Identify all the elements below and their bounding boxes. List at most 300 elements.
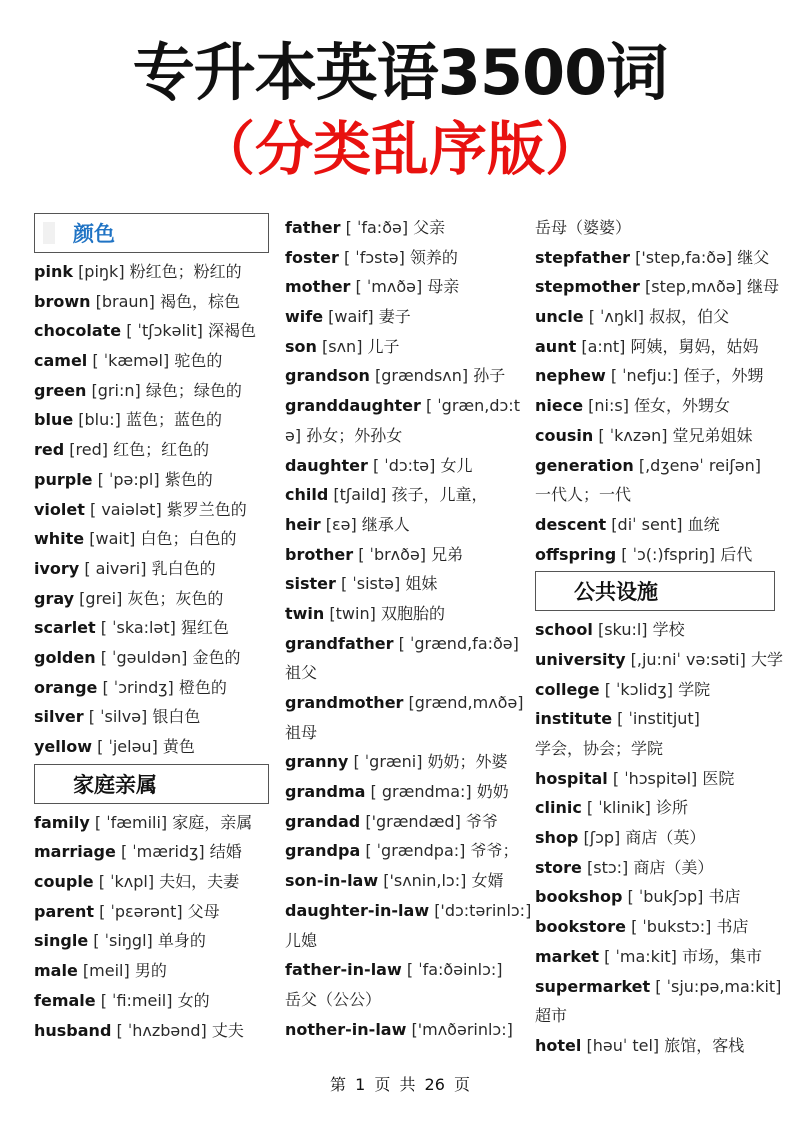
phonetic: [ ˈsilvə] — [88, 707, 148, 727]
vocab-entry — [285, 718, 525, 748]
chinese-meaning: 阿姨，舅妈，姑妈 — [630, 336, 759, 356]
vocab-entry — [34, 1016, 269, 1046]
vocab-entry — [285, 510, 525, 540]
chinese-meaning: 一代人；一代 — [535, 485, 632, 505]
chinese-meaning: 儿子 — [367, 336, 400, 356]
phonetic: [twin] — [329, 603, 376, 623]
vocab-entry — [535, 704, 775, 734]
column-3 — [535, 213, 783, 1061]
vocab-entry — [535, 793, 775, 823]
vocab-word: stepfather — [535, 247, 631, 267]
vocab-word: grandpa — [285, 841, 361, 861]
vocab-word: clinic — [535, 798, 582, 818]
phonetic: [ ˈbrʌðə] — [358, 544, 427, 564]
vocab-word: blue — [34, 410, 74, 430]
page-footer: 第 1 页 共 26 页 — [330, 1075, 470, 1094]
phonetic: [εə] — [325, 514, 357, 534]
vocab-entry — [535, 302, 775, 332]
vocab-word: ivory — [34, 558, 80, 578]
vocab-entry — [34, 643, 269, 673]
phonetic: [ ˈklinik] — [586, 798, 651, 818]
phonetic: [ ˈsistə] — [341, 574, 401, 594]
vocab-word: cousin — [535, 425, 594, 445]
chinese-meaning: 灰色；灰色的 — [127, 588, 224, 608]
phonetic: [ ˈkʌzən] — [598, 425, 668, 445]
vocab-word: scarlet — [34, 618, 96, 638]
chinese-meaning: 褐色，棕色 — [160, 291, 241, 311]
vocab-word: grandmother — [285, 693, 404, 712]
phonetic: [ aivəri] — [84, 558, 147, 578]
phonetic: [braun] — [95, 291, 155, 311]
phonetic: [red] — [69, 440, 109, 460]
vocab-entry — [285, 688, 525, 718]
chinese-meaning: 结婚 — [209, 842, 242, 862]
chinese-meaning: 侄子，外甥 — [683, 366, 764, 386]
phonetic: [ ˈfi:meil] — [100, 990, 173, 1010]
chinese-meaning: 乳白色的 — [151, 558, 216, 578]
vocab-word: gray — [34, 588, 75, 608]
vocab-word: daughter — [285, 455, 368, 475]
chinese-meaning: 母亲 — [427, 277, 460, 297]
vocab-entry — [535, 332, 775, 362]
vocab-entry — [535, 510, 775, 540]
family-word-list-col1 — [34, 808, 269, 1046]
vocab-word: grandson — [285, 366, 370, 386]
phonetic: [ ˈjeləu] — [97, 737, 158, 756]
vocab-entry — [535, 213, 775, 243]
chinese-meaning: 市场，集市 — [682, 946, 763, 966]
phonetic: ['dɔ:tərinlɔ:] — [434, 900, 532, 920]
vocab-word: single — [34, 931, 89, 951]
vocab-word: hospital — [535, 768, 608, 788]
phonetic: [stɔ:] — [587, 857, 629, 877]
vocab-word: red — [34, 440, 65, 460]
phonetic: [ ˈgrænd,fa:ðə] — [398, 633, 519, 653]
header-swatch — [43, 222, 55, 244]
phonetic: [sʌn] — [322, 336, 363, 356]
chinese-meaning: 黄色 — [162, 737, 195, 756]
vocab-word: son-in-law — [285, 871, 379, 891]
phonetic: ['grændæd] — [365, 811, 461, 831]
chinese-meaning: 猩红色 — [180, 618, 229, 638]
vocab-word: store — [535, 857, 582, 877]
vocab-entry — [285, 569, 525, 599]
vocab-entry — [285, 213, 525, 243]
vocab-entry — [535, 882, 775, 912]
chinese-meaning: 岳父（公公） — [285, 989, 382, 1009]
section-header-public-facilities — [535, 571, 775, 611]
vocab-word: wife — [285, 307, 324, 327]
chinese-meaning: 男的 — [134, 961, 167, 981]
vocab-entry — [34, 524, 269, 554]
chinese-meaning: 夫妇，夫妻 — [159, 872, 240, 892]
phonetic: [ ˈgræn,dɔ:t — [425, 396, 520, 416]
phonetic: ['mʌðərinlɔ:] — [411, 1019, 513, 1039]
vocab-word: hotel — [535, 1035, 582, 1055]
chinese-meaning: 橙色的 — [178, 677, 227, 697]
vocab-entry — [285, 896, 532, 926]
vocab-entry — [535, 540, 775, 570]
phonetic: [ ˈkæməl] — [92, 351, 170, 371]
chinese-meaning: 爷爷； — [470, 841, 519, 861]
chinese-meaning: 书店 — [708, 887, 741, 907]
phonetic: [grændsʌn] — [374, 366, 469, 386]
vocab-entry — [535, 272, 779, 302]
chinese-meaning: 血统 — [687, 514, 720, 534]
vocab-word: camel — [34, 351, 88, 371]
phonetic: [ ˈfa:ðəinlɔ:] — [406, 960, 503, 980]
vocab-entry — [34, 986, 269, 1016]
vocab-entry — [535, 823, 775, 853]
vocab-word: male — [34, 961, 78, 981]
vocab-entry — [285, 540, 525, 570]
vocab-word: uncle — [535, 307, 584, 327]
vocab-word: aunt — [535, 336, 577, 356]
chinese-meaning: 粉红色；粉红的 — [129, 262, 242, 281]
phonetic: [piŋk] — [78, 262, 125, 281]
vocab-entry — [535, 853, 775, 883]
vocab-word: green — [34, 380, 87, 400]
vocab-word: bookstore — [535, 917, 626, 937]
phonetic: ['sʌnin,lɔ:] — [383, 871, 467, 891]
phonetic: [həuˈ tel] — [586, 1035, 660, 1055]
vocab-word: niece — [535, 396, 584, 416]
section-title: 颜色 — [73, 222, 115, 246]
vocab-word: grandad — [285, 811, 361, 831]
phonetic: [ ˈmæridʒ] — [120, 842, 205, 862]
vocab-entry — [34, 287, 269, 317]
chinese-meaning: 女儿 — [440, 455, 473, 475]
chinese-meaning: 旅馆，客栈 — [664, 1035, 745, 1055]
chinese-meaning: 驼色的 — [174, 351, 223, 371]
phonetic: [grei] — [79, 588, 123, 608]
vocab-word: silver — [34, 707, 84, 727]
chinese-meaning: 继父 — [737, 247, 770, 267]
vocab-word: orange — [34, 677, 98, 697]
vocab-word: child — [285, 485, 329, 505]
chinese-meaning: 爷爷 — [465, 811, 498, 831]
chinese-meaning: 后代 — [720, 544, 753, 564]
phonetic: [ ˈɔrindʒ] — [102, 677, 174, 697]
family-word-list-col2 — [285, 213, 532, 1044]
chinese-meaning: 紫色的 — [164, 469, 213, 489]
phonetic: [ ˈmʌðə] — [355, 277, 423, 297]
phonetic: [diˈ sent] — [611, 514, 683, 534]
vocab-entry — [285, 836, 525, 866]
chinese-meaning: 继母 — [746, 277, 779, 297]
vocab-entry — [535, 972, 782, 1002]
vocab-word: yellow — [34, 737, 93, 756]
vocab-entry — [285, 302, 525, 332]
vocab-word: purple — [34, 469, 93, 489]
chinese-meaning: 深褐色 — [208, 321, 257, 341]
phonetic: [ vaiələt] — [89, 499, 162, 519]
phonetic: [ grændma:] — [370, 782, 472, 802]
vocab-entry — [285, 480, 525, 510]
chinese-meaning: 蓝色；蓝色的 — [126, 410, 223, 430]
phonetic: [ ˈkʌpl] — [98, 872, 155, 892]
vocab-entry — [535, 764, 775, 794]
chinese-meaning: 书店 — [716, 917, 749, 937]
vocab-word: husband — [34, 1020, 112, 1040]
vocab-entry — [34, 405, 269, 435]
phonetic: [ ˈɔ(:)fspriŋ] — [621, 544, 716, 564]
vocab-entry — [34, 376, 269, 406]
phonetic: [wait] — [89, 529, 136, 549]
vocab-word: mother — [285, 277, 351, 297]
vocab-word: father-in-law — [285, 960, 402, 980]
vocab-entry — [285, 1015, 525, 1045]
column-1 — [34, 213, 269, 1045]
phonetic: [a:nt] — [581, 336, 626, 356]
chinese-meaning: 女婿 — [471, 871, 504, 891]
vocab-entry — [285, 926, 525, 956]
vocab-word: generation — [535, 455, 634, 475]
vocab-word: descent — [535, 514, 607, 534]
chinese-meaning: 叔叔，伯父 — [649, 307, 730, 327]
vocab-word: father — [285, 218, 341, 237]
phonetic: [ ˈgəuldən] — [100, 647, 188, 667]
vocab-entry — [535, 1001, 775, 1031]
vocab-entry — [535, 734, 775, 764]
vocab-entry — [285, 361, 525, 391]
phonetic: [ ˈgrændpa:] — [365, 841, 466, 861]
vocab-entry — [535, 645, 783, 675]
section-title: 家庭亲属 — [73, 772, 157, 797]
phonetic: ['step,fa:ðə] — [635, 247, 733, 267]
vocab-entry — [285, 599, 525, 629]
section-title: 公共设施 — [574, 580, 658, 605]
vocab-entry — [34, 257, 269, 287]
column-2 — [285, 213, 532, 1044]
vocab-entry — [535, 391, 775, 421]
phonetic: [ ˈkɔlidʒ] — [604, 679, 674, 699]
section-header-family — [34, 764, 269, 804]
chinese-meaning: 绿色；绿色的 — [145, 380, 242, 400]
vocab-entry — [535, 942, 775, 972]
vocab-word: grandfather — [285, 633, 394, 653]
vocab-word: twin — [285, 603, 325, 623]
phonetic: [ʃɔp] — [583, 828, 621, 848]
phonetic: [ ˈsiŋgl] — [93, 931, 153, 951]
phonetic: [step,mʌðə] — [645, 277, 742, 297]
chinese-meaning: 孩子，儿童， — [391, 485, 488, 505]
vocab-word: university — [535, 649, 626, 669]
phonetic: [ ˈpεərənt] — [99, 901, 183, 921]
phonetic: [ ˈfa:ðə] — [345, 218, 409, 237]
chinese-meaning: 学校 — [652, 620, 685, 640]
phonetic: [ ˈtʃɔkəlit] — [126, 321, 203, 341]
phonetic: [tʃaild] — [333, 485, 387, 505]
vocab-word: school — [535, 620, 593, 640]
phonetic: [ ˈpə:pl] — [97, 469, 160, 489]
phonetic: [ ˈbukʃɔp] — [627, 887, 704, 907]
vocab-word: shop — [535, 828, 579, 848]
chinese-meaning: 岳母（婆婆） — [535, 218, 632, 237]
chinese-meaning: 家庭，亲属 — [172, 812, 253, 832]
chinese-meaning: 妻子 — [378, 307, 411, 327]
vocab-word: chocolate — [34, 321, 122, 341]
vocab-entry — [535, 1031, 775, 1061]
vocab-entry — [285, 985, 525, 1015]
vocab-entry — [285, 451, 525, 481]
vocab-entry — [535, 243, 775, 273]
vocab-word: brown — [34, 291, 91, 311]
vocab-entry — [34, 732, 269, 762]
vocab-entry — [34, 702, 269, 732]
phonetic: [ ˈgræni] — [353, 752, 423, 772]
phonetic: [ ˈfæmili] — [94, 812, 168, 832]
chinese-meaning: 双胞胎的 — [380, 603, 445, 623]
vocab-word: nephew — [535, 366, 606, 386]
chinese-meaning: 奶奶 — [476, 782, 509, 802]
chinese-meaning: 姐妹 — [405, 574, 438, 594]
phonetic: [,ju:niˈ və:səti] — [630, 649, 746, 669]
chinese-meaning: 学院 — [678, 679, 711, 699]
family-word-list-col3 — [535, 213, 779, 569]
chinese-meaning: 兄弟 — [431, 544, 464, 564]
vocab-word: sister — [285, 574, 336, 594]
vocab-entry — [285, 243, 525, 273]
chinese-meaning: 儿媳 — [285, 930, 318, 950]
vocab-entry — [285, 658, 525, 688]
chinese-meaning: 大学 — [750, 649, 783, 669]
vocab-entry — [34, 435, 269, 465]
chinese-meaning: 商店（美） — [633, 857, 714, 877]
chinese-meaning: 丈夫 — [211, 1020, 244, 1040]
phonetic: [blu:] — [78, 410, 121, 430]
vocab-entry — [285, 332, 525, 362]
vocab-word: violet — [34, 499, 85, 519]
section-header-colors — [34, 213, 269, 253]
vocab-entry — [34, 346, 269, 376]
chinese-meaning: 父母 — [187, 901, 220, 921]
chinese-meaning: 学会，协会；学院 — [535, 739, 664, 758]
vocab-word: parent — [34, 901, 95, 921]
vocab-entry — [34, 926, 269, 956]
vocab-entry — [285, 807, 525, 837]
vocab-entry — [34, 867, 269, 897]
vocab-word: stepmother — [535, 277, 640, 297]
phonetic: [ ˈnefju:] — [610, 366, 679, 386]
document-title: 专升本英语3500词 — [132, 36, 668, 109]
phonetic: [meil] — [82, 961, 130, 981]
vocab-word: grandma — [285, 782, 366, 802]
vocab-entry — [535, 480, 775, 510]
phonetic: [ ˈbukstɔ:] — [631, 917, 712, 937]
chinese-meaning: 孙女；外孙女 — [306, 425, 403, 445]
vocab-word: nother-in-law — [285, 1019, 407, 1039]
vocab-entry — [535, 912, 775, 942]
chinese-meaning: 孙子 — [473, 366, 506, 386]
chinese-meaning: 女的 — [177, 990, 210, 1010]
chinese-meaning: 父亲 — [413, 218, 446, 237]
vocab-word: white — [34, 529, 85, 549]
public-facilities-word-list — [535, 615, 783, 1060]
phonetic: [ni:s] — [588, 396, 629, 416]
chinese-meaning: 金色的 — [192, 647, 241, 667]
vocab-word: daughter-in-law — [285, 900, 430, 920]
vocab-entry — [285, 747, 525, 777]
phonetic: [sku:l] — [597, 620, 648, 640]
phonetic: [waif] — [328, 307, 374, 327]
phonetic: [,dʒenəˈ reiʃən] — [638, 455, 761, 475]
vocab-entry — [285, 955, 525, 985]
vocab-word: marriage — [34, 842, 116, 862]
phonetic: [ ˈdɔ:tə] — [372, 455, 436, 475]
chinese-meaning: 银白色 — [152, 707, 201, 727]
vocab-word: market — [535, 946, 600, 966]
chinese-meaning: 领养的 — [409, 247, 458, 267]
phonetic: [ ˈhɔspitəl] — [612, 768, 698, 788]
chinese-meaning: 诊所 — [655, 798, 688, 818]
phonetic: ə] — [285, 425, 302, 445]
chinese-meaning: 继承人 — [361, 514, 410, 534]
vocab-entry — [34, 554, 269, 584]
phonetic: [ ˈska:lət] — [100, 618, 176, 638]
chinese-meaning: 堂兄弟姐妹 — [672, 425, 753, 445]
phonetic: [ ˈsju:pə,ma:kit] — [655, 976, 782, 996]
document-subtitle: （分类乱序版） — [196, 115, 603, 183]
vocab-entry — [34, 495, 269, 525]
vocab-word: brother — [285, 544, 354, 564]
chinese-meaning: 紫罗兰色的 — [166, 499, 247, 519]
vocab-word: son — [285, 336, 317, 356]
vocab-word: college — [535, 679, 600, 699]
vocab-word: heir — [285, 514, 321, 534]
vocab-entry — [34, 897, 269, 927]
vocab-entry — [285, 777, 525, 807]
vocab-word: institute — [535, 709, 613, 729]
vocab-entry — [285, 421, 525, 451]
vocab-entry — [34, 613, 269, 643]
phonetic: [ ˈinstitjut] — [617, 709, 700, 729]
vocab-word: family — [34, 812, 90, 832]
chinese-meaning: 祖父 — [285, 663, 318, 683]
chinese-meaning: 医院 — [702, 768, 735, 788]
vocab-entry — [34, 316, 269, 346]
vocab-word: granny — [285, 752, 349, 772]
vocab-word: offspring — [535, 544, 617, 564]
colors-word-list — [34, 257, 269, 762]
vocab-word: golden — [34, 647, 96, 667]
chinese-meaning: 超市 — [535, 1006, 568, 1026]
vocab-entry — [535, 615, 775, 645]
chinese-meaning: 白色；白色的 — [140, 529, 237, 549]
vocab-entry — [34, 808, 269, 838]
chinese-meaning: 商店（英） — [625, 828, 706, 848]
phonetic: [ ˈfɔstə] — [343, 247, 405, 267]
vocab-word: supermarket — [535, 976, 651, 996]
phonetic: [ ˈma:kit] — [604, 946, 677, 966]
vocab-entry — [535, 361, 775, 391]
vocab-entry — [535, 675, 775, 705]
vocab-word: foster — [285, 247, 339, 267]
chinese-meaning: 单身的 — [157, 931, 206, 951]
phonetic: [ ˈhʌzbənd] — [116, 1020, 207, 1040]
vocab-entry — [535, 421, 775, 451]
vocab-entry — [34, 673, 269, 703]
vocab-entry — [34, 837, 269, 867]
vocab-entry — [285, 272, 525, 302]
vocab-word: pink — [34, 262, 73, 281]
vocab-entry — [535, 451, 775, 481]
vocab-word: bookshop — [535, 887, 623, 907]
chinese-meaning: 侄女，外甥女 — [634, 396, 731, 416]
vocab-entry — [34, 956, 269, 986]
phonetic: [gri:n] — [91, 380, 141, 400]
vocab-entry — [285, 866, 525, 896]
